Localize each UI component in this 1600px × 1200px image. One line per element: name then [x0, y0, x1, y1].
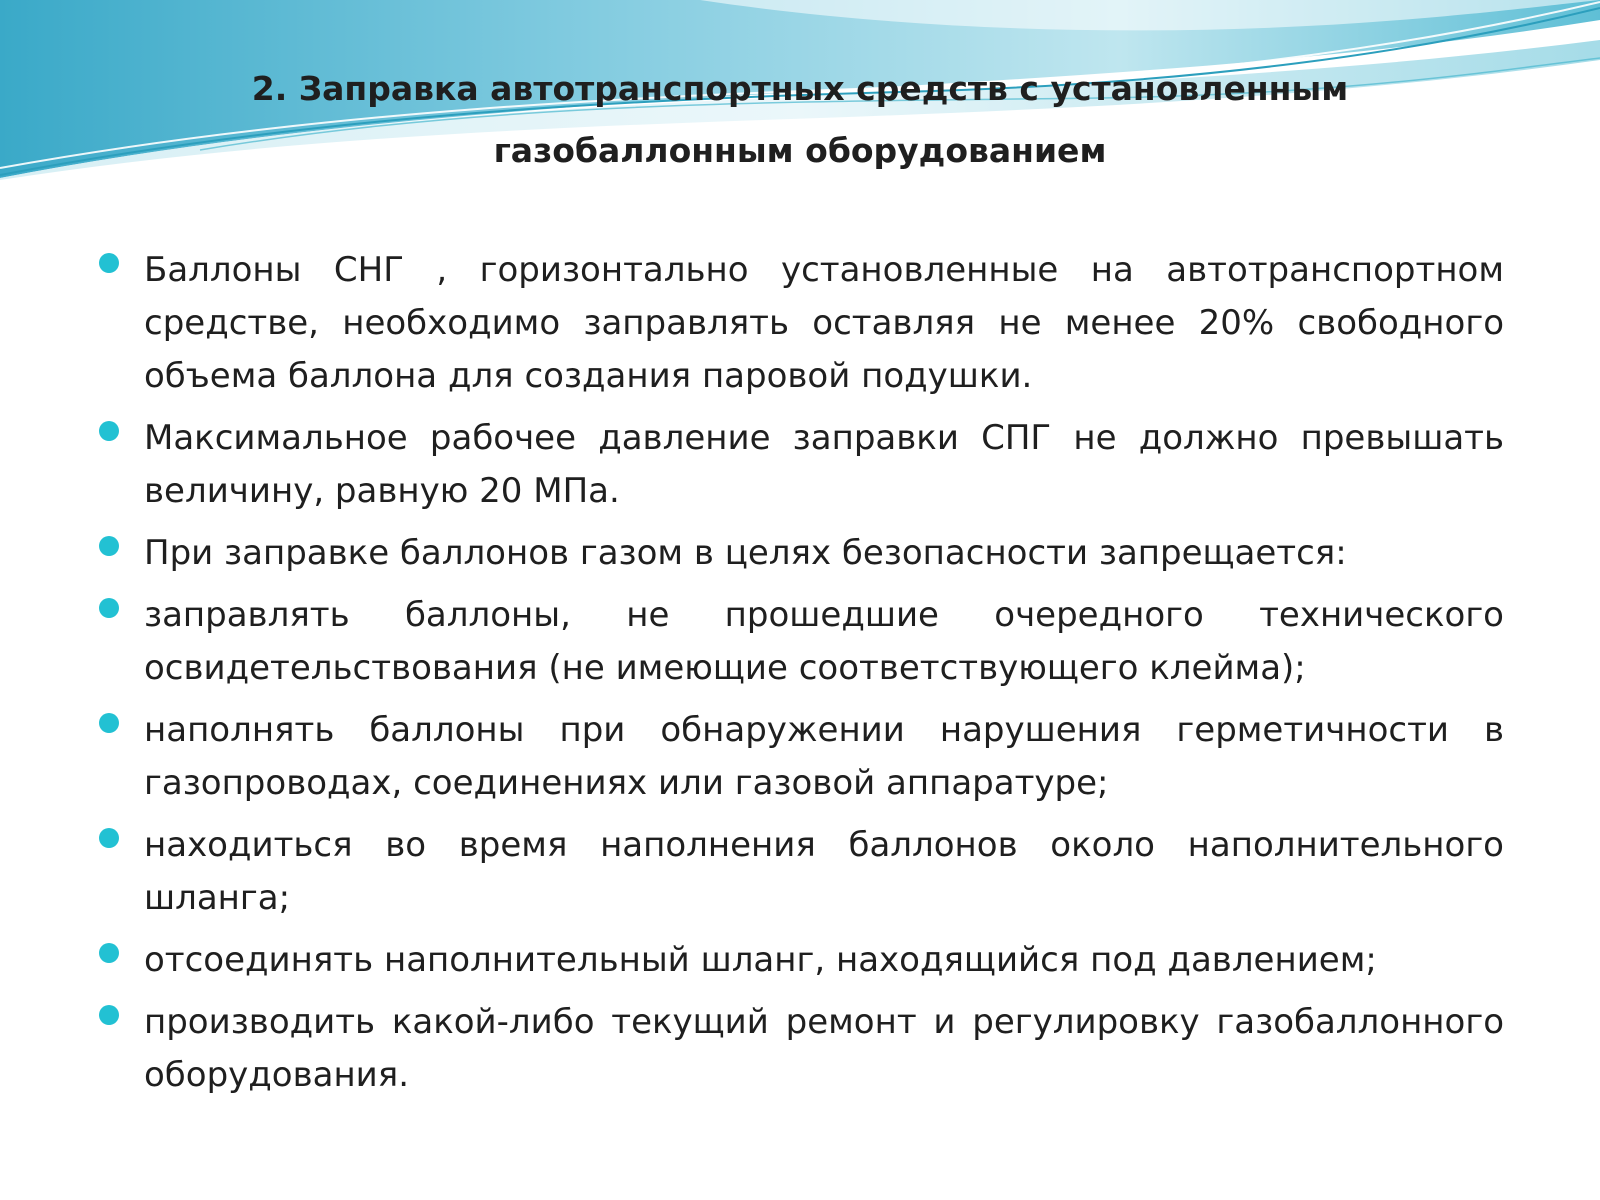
bullet-dot-icon: [99, 421, 119, 441]
bullet-dot-icon: [99, 253, 119, 273]
slide-title: [0, 58, 1600, 182]
slide-title-line-1: 2. Заправка автотранспортных средств с установленным: [251, 69, 1349, 108]
bullet-dot-icon: [99, 713, 119, 733]
bullet-text: Баллоны СНГ , горизонтально установленные на автотранспортном средстве, необходимо заправлять оставляя не менее 20% свободного объема баллона для создания паровой подушки.: [144, 250, 1504, 396]
bullet-item: [96, 996, 1504, 1102]
bullet-text: наполнять баллоны при обнаружении нарушения герметичности в газопроводах, соединениях или газовой аппаратуре;: [144, 710, 1504, 803]
bullet-text: находиться во время наполнения баллонов около наполнительного шланга;: [144, 825, 1504, 918]
bullet-text: отсоединять наполнительный шланг, находящийся под давлением;: [144, 940, 1377, 980]
bullet-item: [96, 412, 1504, 518]
bullet-item: [96, 704, 1504, 810]
bullet-dot-icon: [99, 943, 119, 963]
bullet-item: [96, 819, 1504, 925]
bullet-list: [96, 244, 1504, 1111]
bullet-text: производить какой-либо текущий ремонт и регулировку газобаллонного оборудования.: [144, 1002, 1504, 1095]
bullet-dot-icon: [99, 1005, 119, 1025]
bullet-text: Максимальное рабочее давление заправки СПГ не должно превышать величину, равную 20 МПа.: [144, 418, 1504, 511]
bullet-text: При заправке баллонов газом в целях безопасности запрещается:: [144, 533, 1347, 573]
bullet-text: заправлять баллоны, не прошедшие очередного технического освидетельствования (не имеющие соответствующего клейма);: [144, 595, 1504, 688]
bullet-item: [96, 527, 1504, 580]
slide-title-line-2: газобаллонным оборудованием: [493, 131, 1107, 170]
bullet-item: [96, 589, 1504, 695]
bullet-dot-icon: [99, 828, 119, 848]
bullet-dot-icon: [99, 536, 119, 556]
bullet-item: [96, 244, 1504, 403]
bullet-item: [96, 934, 1504, 987]
bullet-dot-icon: [99, 598, 119, 618]
